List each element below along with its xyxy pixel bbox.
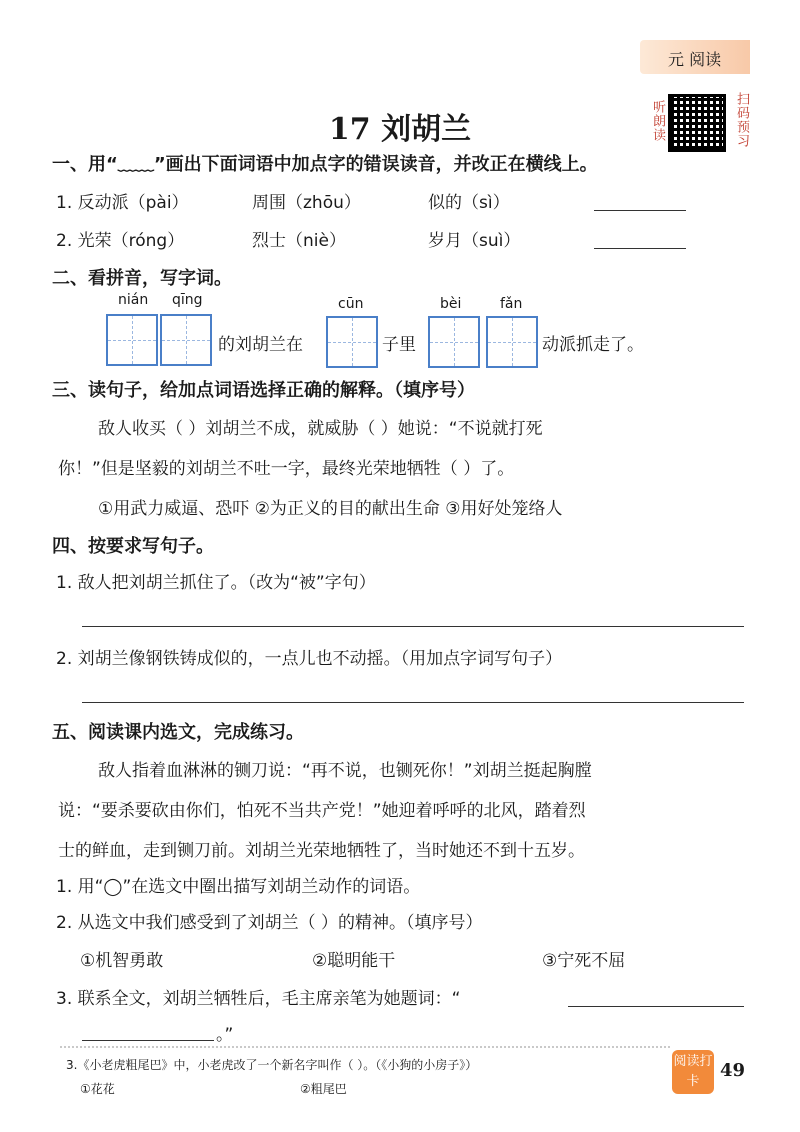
s1-row2-item2: 烈士（niè） — [252, 231, 346, 251]
section2-heading: 二、看拼音，写字词。 — [52, 268, 232, 289]
s2-text-2: 子里 — [382, 335, 416, 355]
s1-row1-answer[interactable] — [594, 210, 686, 211]
scan-label: 扫码预习 — [734, 92, 749, 148]
pinyin-2: qīng — [172, 292, 203, 308]
s1-row2-item1: 2. 光荣（róng） — [56, 231, 185, 251]
s5-q2-option-1: ①机智勇敢 — [80, 951, 164, 971]
s5-q3-end: 。” — [216, 1025, 234, 1045]
footer-option-2: ②粗尾巴 — [300, 1082, 347, 1096]
s5-para-3: 士的鲜血，走到铡刀前。刘胡兰光荣地牺牲了，当时她还不到十五岁。 — [58, 841, 585, 861]
writing-box-1[interactable] — [106, 314, 158, 366]
s1-row1-item3: 似的（sì） — [428, 193, 510, 213]
writing-box-4[interactable] — [428, 316, 480, 368]
section5-heading: 五、阅读课内选文，完成练习。 — [52, 722, 304, 743]
s1-row1-item1: 1. 反动派（pài） — [56, 193, 189, 213]
reading-checkin-badge[interactable]: 阅读打卡 — [672, 1050, 714, 1094]
footer-divider — [60, 1046, 670, 1048]
pinyin-5: fǎn — [500, 296, 523, 312]
s2-text-1: 的刘胡兰在 — [218, 335, 303, 355]
section3-heading: 三、读句子，给加点词语选择正确的解释。（填序号） — [52, 380, 475, 401]
writing-box-3[interactable] — [326, 316, 378, 368]
s4-q2-answer-line[interactable] — [82, 702, 744, 703]
s5-q2-option-3: ③宁死不屈 — [542, 951, 626, 971]
section4-heading: 四、按要求写句子。 — [52, 536, 214, 557]
unit-label: 元 阅读 — [668, 50, 722, 69]
s5-q1: 1. 用“◯”在选文中圈出描写刘胡兰动作的词语。 — [56, 877, 421, 897]
s4-q1-answer-line[interactable] — [82, 626, 744, 627]
s4-q2: 2. 刘胡兰像钢铁铸成似的，一点儿也不动摇。（用加点字词写句子） — [56, 649, 563, 669]
s1-row2-answer[interactable] — [594, 248, 686, 249]
page-number: 49 — [720, 1060, 746, 1081]
s5-q2: 2. 从选文中我们感受到了刘胡兰（ ）的精神。（填序号） — [56, 913, 483, 933]
pinyin-1: nián — [118, 292, 149, 308]
writing-box-2[interactable] — [160, 314, 212, 366]
listen-label: 听朗读 — [650, 100, 665, 142]
s1-row1-item2: 周围（zhōu） — [252, 193, 361, 213]
unit-tab — [640, 40, 750, 74]
s5-q3-answer-2[interactable] — [82, 1040, 214, 1041]
s1-row2-item3: 岁月（suì） — [428, 231, 521, 251]
section1-heading: 一、用“﹏﹏”画出下面词语中加点字的错误读音，并改正在横线上。 — [52, 154, 598, 175]
page-title: 17 刘胡兰 — [328, 112, 472, 147]
footer-option-1: ①花花 — [80, 1082, 115, 1096]
s4-q1: 1. 敌人把刘胡兰抓住了。（改为“被”字句） — [56, 573, 376, 593]
s5-q2-option-2: ②聪明能干 — [312, 951, 396, 971]
footer-question: 3.《小老虎粗尾巴》中，小老虎改了一个新名字叫作（ ）。（《小狗的小房子》） — [66, 1058, 478, 1072]
s2-text-3: 动派抓走了。 — [542, 335, 644, 355]
s5-q3: 3. 联系全文，刘胡兰牺牲后，毛主席亲笔为她题词：“ — [56, 989, 461, 1009]
s3-line-2: 你！”但是坚毅的刘胡兰不吐一字，最终光荣地牺牲（ ）了。 — [58, 459, 515, 479]
s3-options: ①用武力威逼、恐吓 ②为正义的目的献出生命 ③用好处笼络人 — [98, 499, 563, 519]
s5-q3-answer-1[interactable] — [568, 1006, 744, 1007]
s5-para-2: 说：“要杀要砍由你们，怕死不当共产党！”她迎着呼呼的北风，踏着烈 — [58, 801, 586, 821]
s5-para-1: 敌人指着血淋淋的铡刀说：“再不说，也铡死你！”刘胡兰挺起胸膛 — [98, 761, 592, 781]
pinyin-4: bèi — [440, 296, 462, 312]
s3-line-1: 敌人收买（ ）刘胡兰不成，就威胁（ ）她说：“不说就打死 — [98, 419, 543, 439]
pinyin-3: cūn — [338, 296, 364, 312]
writing-box-5[interactable] — [486, 316, 538, 368]
qr-code-icon[interactable] — [668, 94, 726, 152]
